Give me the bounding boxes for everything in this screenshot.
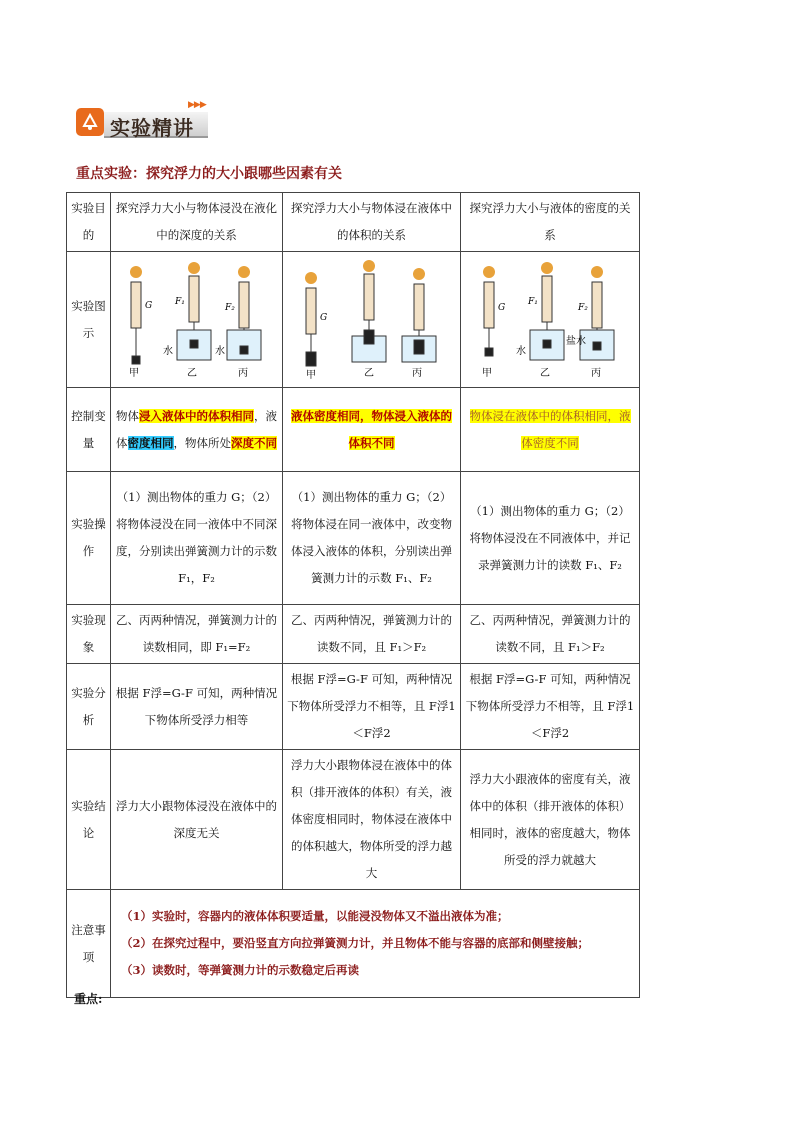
spring-scale-figure-2	[292, 260, 452, 380]
force-label: G	[144, 300, 152, 311]
purpose-cell-2: 探究浮力大小与物体浸在液体中的体积的关系	[283, 193, 461, 252]
purpose-cell-3: 探究浮力大小与液体的密度的关系	[461, 193, 640, 252]
row-figure	[67, 252, 640, 388]
row-phenomenon	[67, 605, 640, 664]
fig-label: 甲	[305, 369, 316, 380]
row-purpose	[67, 193, 640, 252]
force-label: F₂	[224, 302, 235, 313]
fig-label: 甲	[128, 367, 139, 379]
note-item: （2）在探究过程中，要沿竖直方向拉弹簧测力计，并且物体不能与容器的底部和侧壁接触；	[121, 936, 589, 950]
banner-title: 实验精讲	[110, 116, 194, 140]
phenomenon-cell-3: 乙、丙两种情况，弹簧测力计的读数不同，且 F₁＞F₂	[461, 605, 640, 664]
phenomenon-cell-1: 乙、丙两种情况，弹簧测力计的读数相同，即 F₁=F₂	[111, 605, 283, 664]
fig-label: 乙	[186, 367, 197, 379]
row-operation	[67, 472, 640, 605]
row-label: 实验现象	[67, 605, 111, 664]
row-label: 实验目的	[67, 193, 111, 252]
operation-cell-2: （1）测出物体的重力 G；（2）将物体浸在同一液体中，改变物体浸入液体的体积，分别读出弹簧测力计的示数 F₁、F₂	[283, 472, 461, 605]
fig-label: 乙	[540, 367, 550, 379]
conclusion-cell-3: 浮力大小跟液体的密度有关，液体中的体积（排开液体的体积）相同时，液体的密度越大，物体所受的浮力就越大	[461, 750, 640, 890]
experiment-table	[66, 192, 640, 998]
liquid-label: 水	[516, 345, 526, 357]
liquid-label: 盐水	[566, 335, 586, 347]
analysis-cell-3: 根据 F浮=G-F 可知，两种情况下物体所受浮力不相等，且 F浮1＜F浮2	[461, 664, 640, 750]
row-conclusion	[67, 750, 640, 890]
notes-cell	[111, 890, 640, 998]
arrows-icon: ▶▶▶	[188, 100, 206, 110]
fig-label: 丙	[237, 367, 248, 379]
figure-cell-3	[461, 252, 640, 388]
operation-cell-1: （1）测出物体的重力 G；（2）将物体浸没在同一液体中不同深度，分别读出弹簧测力计的示数 F₁，F₂	[111, 472, 283, 605]
force-label: F₁	[174, 296, 185, 307]
row-label: 实验操作	[67, 472, 111, 605]
control-cell-2: 液体密度相同，物体浸入液体的体积不同	[283, 388, 461, 472]
row-analysis	[67, 664, 640, 750]
force-label: G	[319, 312, 327, 323]
purpose-cell-1: 探究浮力大小与物体浸没在液化中的深度的关系	[111, 193, 283, 252]
analysis-cell-1: 根据 F浮=G-F 可知，两种情况下物体所受浮力相等	[111, 664, 283, 750]
section-banner	[76, 100, 211, 140]
liquid-label: 水	[214, 345, 225, 357]
force-label: F₂	[578, 302, 588, 313]
fig-label: 乙	[363, 367, 374, 379]
force-label: F₁	[528, 296, 538, 307]
figure-cell-1	[111, 252, 283, 388]
spring-scale-figure-1	[117, 260, 277, 380]
footer-label: 重点:	[74, 992, 103, 1006]
force-label: G	[498, 302, 506, 313]
row-label: 实验图示	[67, 252, 111, 388]
row-label: 实验分析	[67, 664, 111, 750]
bell-icon	[76, 108, 104, 136]
spring-scale-figure-3	[470, 260, 630, 380]
note-item: （3）读数时，等弹簧测力计的示数稳定后再读	[121, 963, 359, 977]
fig-label: 甲	[482, 367, 492, 379]
analysis-cell-2: 根据 F浮=G-F 可知，两种情况下物体所受浮力不相等，且 F浮1＜F浮2	[283, 664, 461, 750]
fig-label: 丙	[591, 367, 601, 379]
row-control	[67, 388, 640, 472]
liquid-label: 水	[162, 345, 173, 357]
control-cell-3: 物体浸在液体中的体积相同，液体密度不同	[461, 388, 640, 472]
row-label: 实验结论	[67, 750, 111, 890]
note-item: （1）实验时，容器内的液体体积要适量，以能浸没物体又不溢出液体为准；	[121, 909, 509, 923]
conclusion-cell-2: 浮力大小跟物体浸在液体中的体积（排开液体的体积）有关，液体密度相同时，物体浸在液体中的体积越大，物体所受的浮力越大	[283, 750, 461, 890]
figure-cell-2	[283, 252, 461, 388]
control-cell-1: 物体浸入液体中的体积相同，液体密度相同，物体所处深度不同	[111, 388, 283, 472]
row-label: 注意事项	[67, 890, 111, 998]
row-notes	[67, 890, 640, 998]
operation-cell-3: （1）测出物体的重力 G；（2）将物体浸没在不同液体中，并记录弹簧测力计的读数 F₁、F₂	[461, 472, 640, 605]
fig-label: 丙	[411, 367, 422, 379]
phenomenon-cell-2: 乙、丙两种情况，弹簧测力计的读数不同，且 F₁＞F₂	[283, 605, 461, 664]
conclusion-cell-1: 浮力大小跟物体浸没在液体中的深度无关	[111, 750, 283, 890]
page-heading: 重点实验：探究浮力的大小跟哪些因素有关	[76, 166, 342, 182]
row-label: 控制变量	[67, 388, 111, 472]
